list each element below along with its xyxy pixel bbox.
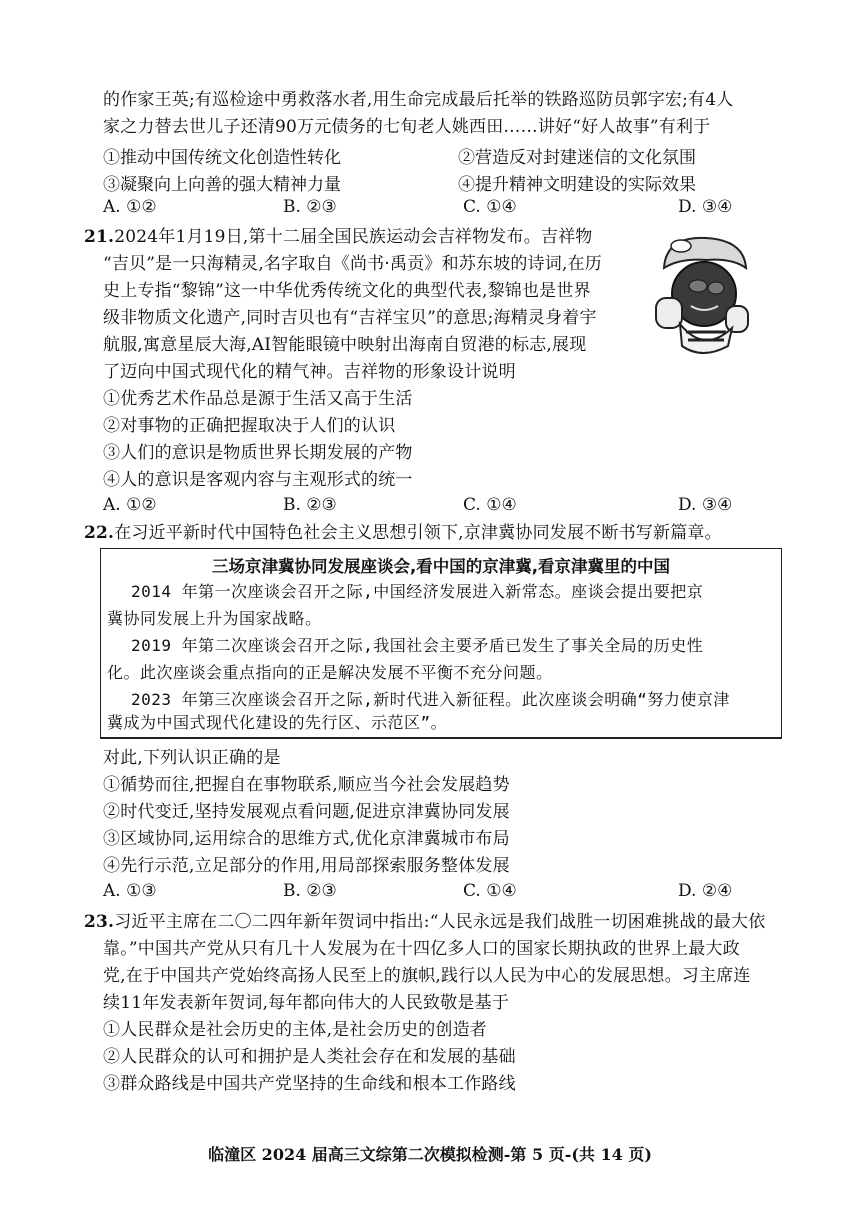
q21-line-5: 航服,寓意星辰大海,AI智能眼镜中映射出海南自贸港的标志,展现 bbox=[103, 335, 587, 355]
q21-choice-a: A. ①② bbox=[103, 495, 157, 515]
q20-text-line-1: 的作家王英;有巡检途中勇救落水者,用生命完成最后托举的铁路巡防员郭字宏;有4人 bbox=[103, 90, 734, 110]
q22-choice-a: A. ①③ bbox=[103, 881, 157, 901]
q21-line-3: 史上专指“黎锦”这一中华优秀传统文化的典型代表,黎锦也是世界 bbox=[103, 281, 591, 301]
q23-option-2: ②人民群众的认可和拥护是人类社会存在和发展的基础 bbox=[103, 1047, 516, 1067]
q21-option-1: ①优秀艺术作品总是源于生活又高于生活 bbox=[103, 389, 413, 409]
q21-choice-d: D. ③④ bbox=[678, 495, 733, 515]
q22-box-line-2: 冀协同发展上升为国家战略。 bbox=[107, 609, 322, 628]
q20-options-row-1 bbox=[103, 143, 783, 167]
q20-choice-b: B. ②③ bbox=[283, 197, 337, 217]
q21-choice-c: C. ①④ bbox=[463, 495, 517, 515]
mascot-illustration bbox=[636, 228, 766, 358]
q20-text-line-2: 家之力替去世儿子还清90万元债务的七旬老人姚西田……讲好“好人故事”有利于 bbox=[103, 117, 711, 137]
q21-number: 21. bbox=[84, 227, 115, 247]
q20-options-row-2 bbox=[103, 170, 783, 194]
q21-line-4: 级非物质文化遗产,同时吉贝也有“吉祥宝贝”的意思;海精灵身着宇 bbox=[103, 308, 597, 328]
page-footer: 临潼区 2024 届高三文综第二次模拟检测-第 5 页-(共 14 页) bbox=[208, 1145, 652, 1164]
q22-choices bbox=[103, 881, 783, 905]
q21-choices bbox=[103, 495, 783, 519]
q23-line-1: 习近平主席在二〇二四年新年贺词中指出:“人民永远是我们战胜一切困难挑战的最大依 bbox=[114, 912, 766, 932]
q20-choice-a: A. ①② bbox=[103, 197, 157, 217]
q20-option-2: ②营造反对封建迷信的文化氛围 bbox=[458, 148, 696, 168]
q22-choice-b: B. ②③ bbox=[283, 881, 337, 901]
q21-line-2: “吉贝”是一只海精灵,名字取自《尚书·禹贡》和苏东坡的诗词,在历 bbox=[103, 254, 602, 274]
q22-option-3: ③区域协同,运用综合的思维方式,优化京津冀城市布局 bbox=[103, 829, 510, 849]
q21-option-4: ④人的意识是客观内容与主观形式的统一 bbox=[103, 470, 413, 490]
q22-prompt: 对此,下列认识正确的是 bbox=[103, 748, 281, 768]
q22-choice-c: C. ①④ bbox=[463, 881, 517, 901]
q22-box-title: 三场京津冀协同发展座谈会,看中国的京津冀,看京津冀里的中国 bbox=[211, 557, 671, 576]
q22-option-2: ②时代变迁,坚持发展观点看问题,促进京津冀协同发展 bbox=[103, 802, 510, 822]
q23-option-3: ③群众路线是中国共产党坚持的生命线和根本工作路线 bbox=[103, 1074, 516, 1094]
q20-option-3: ③凝聚向上向善的强大精神力量 bbox=[103, 175, 341, 195]
q20-option-4: ④提升精神文明建设的实际效果 bbox=[458, 175, 696, 195]
q21-option-3: ③人们的意识是物质世界长期发展的产物 bbox=[103, 443, 413, 463]
q23-line-2: 靠。”中国共产党从只有几十人发展为在十四亿多人口的国家长期执政的世界上最大政 bbox=[103, 939, 740, 959]
q22-material-box bbox=[100, 548, 782, 739]
q22-box-line-6: 冀成为中国式现代化建设的先行区、示范区”。 bbox=[107, 713, 448, 732]
q23-line-4: 续11年发表新年贺词,每年都向伟大的人民致敬是基于 bbox=[103, 993, 510, 1013]
q22-box-line-1: 2014 年第一次座谈会召开之际,中国经济发展进入新常态。座谈会提出要把京 bbox=[131, 582, 704, 601]
q21-line-1: 2024年1月19日,第十二届全国民族运动会吉祥物发布。吉祥物 bbox=[114, 227, 593, 247]
q21-option-2: ②对事物的正确把握取决于人们的认识 bbox=[103, 416, 396, 436]
q23-option-1: ①人民群众是社会历史的主体,是社会历史的创造者 bbox=[103, 1020, 488, 1040]
q22-choice-d: D. ②④ bbox=[678, 881, 733, 901]
q21-choice-b: B. ②③ bbox=[283, 495, 337, 515]
q21-line-6: 了迈向中国式现代化的精气神。吉祥物的形象设计说明 bbox=[103, 362, 516, 382]
q21-block bbox=[84, 225, 593, 249]
q22-option-4: ④先行示范,立足部分的作用,用局部探索服务整体发展 bbox=[103, 856, 510, 876]
q20-choices bbox=[103, 197, 783, 221]
q23-line-3: 党,在于中国共产党始终高扬人民至上的旗帜,践行以人民为中心的发展思想。习主席连 bbox=[103, 966, 751, 986]
q23-block bbox=[84, 910, 765, 934]
q22-stem: 在习近平新时代中国特色社会主义思想引领下,京津冀协同发展不断书写新篇章。 bbox=[114, 523, 722, 543]
q20-option-1: ①推动中国传统文化创造性转化 bbox=[103, 148, 341, 168]
q23-number: 23. bbox=[84, 912, 115, 932]
q20-choice-d: D. ③④ bbox=[678, 197, 733, 217]
q22-box-line-3: 2019 年第二次座谈会召开之际,我国社会主要矛盾已发生了事关全局的历史性 bbox=[131, 636, 704, 655]
q22-block bbox=[84, 521, 722, 545]
q22-option-1: ①循势而往,把握自在事物联系,顺应当今社会发展趋势 bbox=[103, 775, 510, 795]
q22-box-line-4: 化。此次座谈会重点指向的正是解决发展不平衡不充分问题。 bbox=[107, 663, 553, 682]
q22-box-line-5: 2023 年第三次座谈会召开之际,新时代进入新征程。此次座谈会明确“努力使京津 bbox=[131, 690, 730, 709]
q20-choice-c: C. ①④ bbox=[463, 197, 517, 217]
q22-number: 22. bbox=[84, 523, 115, 543]
